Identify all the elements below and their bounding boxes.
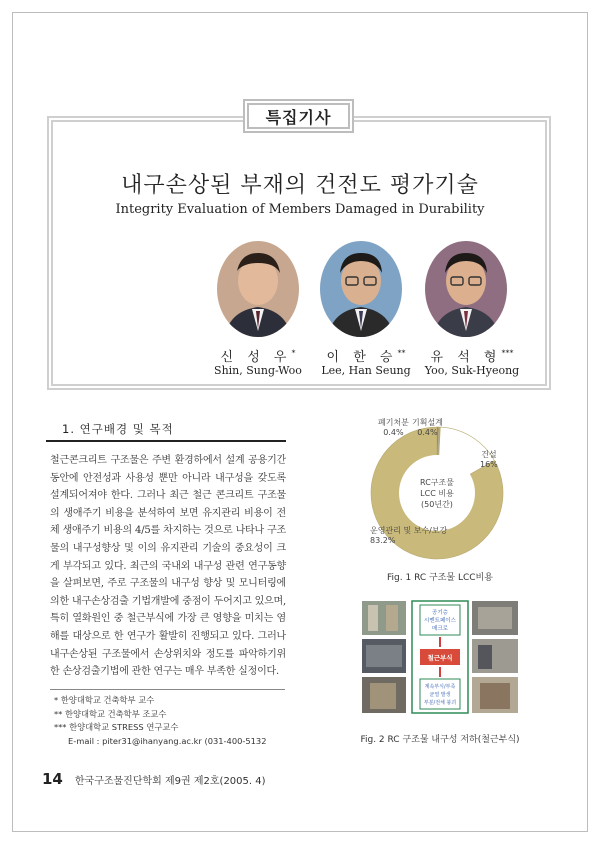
label-maintenance: 운영관리 및 보수/보강 83.2%	[370, 526, 448, 545]
fig2-bottom-line-2: 균열 발생	[429, 692, 451, 698]
fig2-top-line-2: 시멘트페이스	[424, 618, 456, 624]
author-name-ko-3: 유 석 형***	[430, 348, 514, 365]
author-photo-yoo	[425, 241, 507, 337]
article-title-korean: 내구손상된 부재의 건전도 평가기술	[121, 173, 479, 198]
figure-1-caption: Fig. 1 RC 구조물 LCC비용	[387, 573, 493, 583]
footnote-email: E-mail : piter31@ihanyang.ac.kr (031-400-5132	[68, 735, 267, 746]
author-name-en-3: Yoo, Suk-Hyeong	[424, 364, 520, 377]
fig2-bottom-line-1: 계속부식/부족	[424, 684, 456, 690]
author-name-en-1: Shin, Sung-Woo	[214, 364, 302, 377]
donut-center-line-3: (50년간)	[421, 500, 453, 509]
label-planning: 기획설계 0.4%	[412, 418, 443, 437]
footnote-rule	[50, 689, 285, 690]
fig2-middle: 철근부식	[427, 654, 453, 662]
footnote-2: ** 한양대학교 건축학부 조교수	[54, 708, 167, 719]
fig2-bottom-line-3: 부분/전체 붕괴	[423, 700, 457, 706]
page-number: 14	[42, 770, 63, 788]
author-name-ko-2: 이 한 승**	[326, 348, 406, 365]
fig2-top-line-3: 매크로	[432, 626, 448, 632]
section-heading: 1. 연구배경 및 목적	[62, 422, 174, 436]
footnotes	[54, 694, 267, 748]
author-name-en-2: Lee, Han Seung	[321, 364, 411, 377]
footnote-3: *** 한양대학교 STRESS 연구교수	[54, 722, 179, 732]
category-badge	[243, 99, 354, 133]
figure-2-caption: Fig. 2 RC 구조물 내구성 저하(철근부식)	[360, 735, 520, 745]
label-disposal: 폐기처분 0.4%	[378, 418, 409, 437]
category-badge-label: 특집기사	[265, 107, 332, 127]
label-construction: 건설 16%	[480, 450, 498, 469]
section-rule	[46, 440, 286, 442]
article-title-english: Integrity Evaluation of Members Damaged in Durability	[115, 202, 485, 217]
lcc-donut-chart	[362, 418, 512, 568]
author-photo-shin	[217, 241, 299, 337]
footnote-1: * 한양대학교 건축학부 교수	[54, 695, 155, 705]
corrosion-figure	[360, 599, 520, 716]
author-name-ko-1: 신 성 우*	[220, 348, 296, 365]
fig2-top-line-1: 공기층	[432, 610, 448, 616]
author-photo-lee	[320, 241, 402, 337]
donut-center-line-1: RC구조물	[420, 478, 454, 487]
journal-citation: 한국구조물진단학회 제9권 제2호(2005. 4)	[74, 776, 266, 787]
page-footer	[42, 770, 266, 788]
donut-center-line-2: LCC 비용	[420, 489, 454, 498]
body-paragraph: 철근콘크리트 구조물은 주변 환경하에서 설계 공용기간 동안에 안전성과 사용성 뿐만 아니라 내구성을 갖도록 설계되어져야 한다. 그러나 최근 철근 콘크리트 구조물의 생애주기 비용을 분석하여 보면 유지관리 비용이 전체 생애주기 비용의 4/5를 차지하는 것으로 나타나 구조물의 내구성향상 및 이의 유지관리 기술의 중요성이 크게 부각되고 있다. 최근의 국내외 내구성 관련 연구동향을 살펴보면, 주로 구조물의 내구성 향상 및 모니터링에 의한 내구손상검출 기법개발에 중점이 두어지고 있으며, 특히 열화원인 중 철근부식에 가장 큰 영향을 미치는 염해를 대상으로 한 연구가 활발히 진행되고 있다. 그러나 내구손상된 구조물에서 손상위치와 정도를 파악하기위한 손상검출기법에 관한 연구는 매우 부족한 실정이다.	[50, 455, 286, 678]
